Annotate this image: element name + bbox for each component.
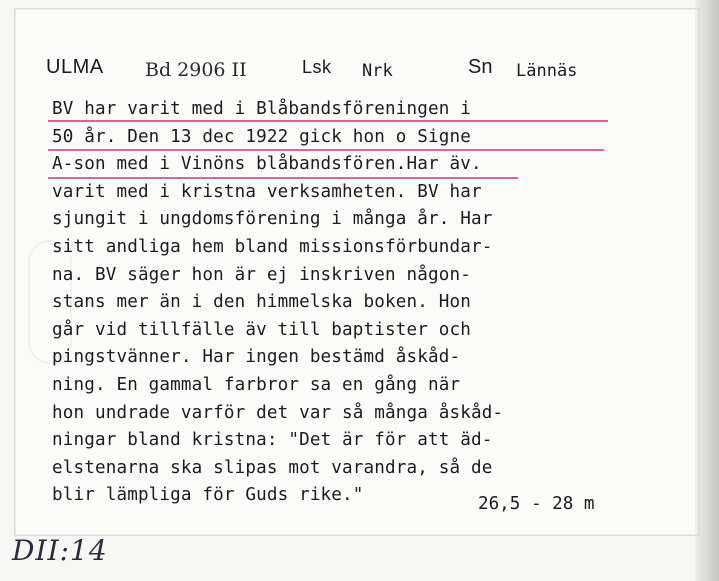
text-line: går vid tillfälle äv till baptister och — [52, 319, 471, 340]
nrk-label: Nrk — [362, 61, 393, 81]
handwritten-signum: DII:14 — [12, 534, 108, 567]
text-line: ning. En gammal farbror sa en gång när — [52, 374, 461, 395]
highlight-underline — [48, 149, 604, 151]
sn-label: Sn — [468, 56, 493, 78]
parish-name: Lännäs — [516, 61, 578, 81]
lsk-label: Lsk — [302, 57, 332, 77]
text-line: elstenarna ska slipas mot varandra, så de — [52, 457, 493, 478]
text-line: 50 år. Den 13 dec 1922 gick hon o Signe — [52, 126, 471, 147]
highlight-underline — [48, 120, 608, 122]
volume-number: Bd 2906 II — [145, 59, 247, 81]
text-line: varit med i kristna verksamheten. BV har — [52, 181, 482, 202]
text-line: sjungit i ungdomsförening i många år. Har — [52, 209, 493, 230]
text-line: na. BV säger hon är ej inskriven någon- — [52, 264, 471, 285]
text-line: BV har varit med i Blåbandsföreningen i — [52, 99, 471, 119]
text-line: sitt andliga hem bland missionsförbundar- — [52, 236, 493, 257]
text-line: hon undrade varför det var så många åskåd- — [52, 402, 504, 423]
archive-stamp: ULMA — [46, 56, 104, 78]
text-line: pingstvänner. Har ingen bestämd åskåd- — [52, 347, 461, 368]
highlight-underline — [48, 177, 518, 179]
text-line: blir lämpliga för Guds rike." — [52, 485, 364, 506]
card-header — [0, 56, 719, 88]
shelf-measure: 26,5 - 28 m — [478, 494, 595, 514]
text-line: ningar bland kristna: "Det är för att äd- — [52, 430, 493, 451]
text-line: stans mer än i den himmelska boken. Hon — [52, 292, 471, 313]
record-text — [52, 96, 662, 510]
text-line: A-son med i Vinöns blåbandsfören.Har äv. — [52, 154, 482, 175]
